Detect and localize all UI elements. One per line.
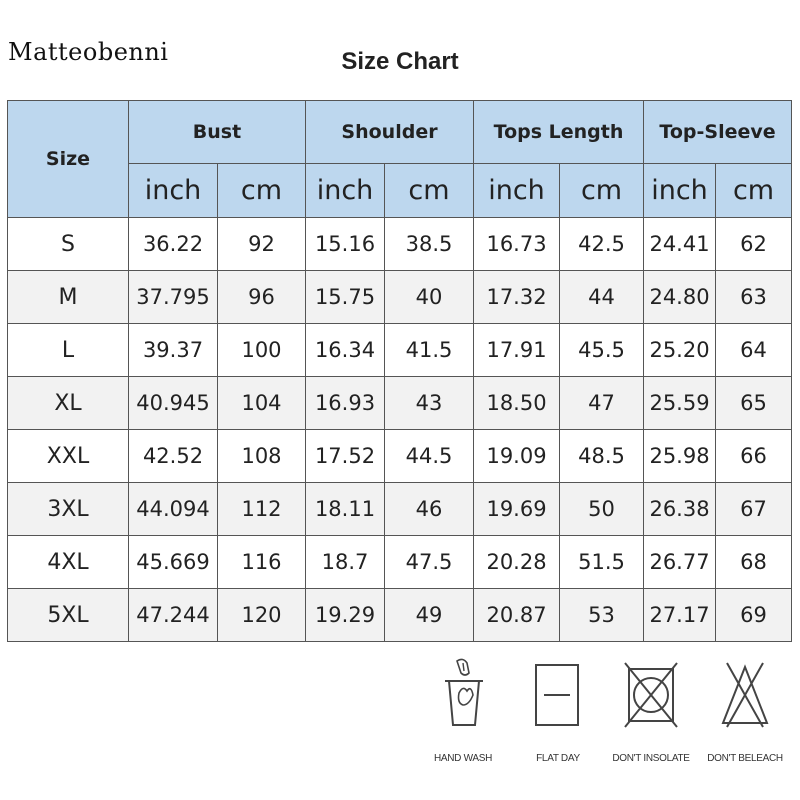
care-item-do-not-tumble-dry (606, 655, 696, 764)
measurement-cell: 67 (716, 483, 792, 536)
group-header-bust: Bust (129, 101, 306, 164)
measurement-cell: 68 (716, 536, 792, 589)
measurement-cell: 20.87 (474, 589, 560, 642)
measurement-cell: 25.98 (644, 430, 716, 483)
measurement-cell: 42.5 (560, 218, 644, 271)
table-row (8, 324, 792, 377)
measurement-cell: 16.73 (474, 218, 560, 271)
measurement-cell: 37.795 (129, 271, 218, 324)
care-label: DON'T INSOLATE (612, 753, 690, 764)
table-row (8, 271, 792, 324)
care-item-do-not-bleach (700, 655, 790, 764)
unit-header: cm (218, 164, 306, 218)
size-column-header: Size (8, 101, 129, 218)
measurement-cell: 63 (716, 271, 792, 324)
measurement-cell: 27.17 (644, 589, 716, 642)
size-label-cell: XL (8, 377, 129, 430)
measurement-cell: 19.69 (474, 483, 560, 536)
unit-header: cm (716, 164, 792, 218)
do-not-tumble-dry-icon (621, 655, 681, 731)
measurement-cell: 47.5 (385, 536, 474, 589)
measurement-cell: 25.20 (644, 324, 716, 377)
unit-header: inch (306, 164, 385, 218)
measurement-cell: 65 (716, 377, 792, 430)
table-row (8, 430, 792, 483)
care-item-hand-wash (418, 655, 508, 764)
care-item-flat-dry (513, 655, 603, 764)
measurement-cell: 19.09 (474, 430, 560, 483)
care-label: DON'T BELEACH (707, 753, 783, 764)
measurement-cell: 47.244 (129, 589, 218, 642)
table-row (8, 483, 792, 536)
size-label-cell: 3XL (8, 483, 129, 536)
table-row (8, 589, 792, 642)
measurement-cell: 44 (560, 271, 644, 324)
size-label-cell: S (8, 218, 129, 271)
table-row (8, 218, 792, 271)
measurement-cell: 18.50 (474, 377, 560, 430)
size-label-cell: XXL (8, 430, 129, 483)
care-label: FLAT DAY (536, 753, 580, 764)
measurement-cell: 120 (218, 589, 306, 642)
size-label-cell: 4XL (8, 536, 129, 589)
size-chart-table (7, 100, 792, 642)
measurement-cell: 18.7 (306, 536, 385, 589)
measurement-cell: 47 (560, 377, 644, 430)
unit-header: inch (129, 164, 218, 218)
measurement-cell: 40.945 (129, 377, 218, 430)
measurement-cell: 62 (716, 218, 792, 271)
measurement-cell: 17.32 (474, 271, 560, 324)
measurement-cell: 45.5 (560, 324, 644, 377)
measurement-cell: 44.5 (385, 430, 474, 483)
measurement-cell: 25.59 (644, 377, 716, 430)
care-label: HAND WASH (433, 753, 493, 764)
measurement-cell: 116 (218, 536, 306, 589)
measurement-cell: 26.77 (644, 536, 716, 589)
group-header-shoulder: Shoulder (306, 101, 474, 164)
measurement-cell: 50 (560, 483, 644, 536)
measurement-cell: 51.5 (560, 536, 644, 589)
measurement-cell: 20.28 (474, 536, 560, 589)
measurement-cell: 44.094 (129, 483, 218, 536)
measurement-cell: 18.11 (306, 483, 385, 536)
group-header-tops-length: Tops Length (474, 101, 644, 164)
measurement-cell: 24.41 (644, 218, 716, 271)
table-row (8, 377, 792, 430)
measurement-cell: 92 (218, 218, 306, 271)
hand-wash-icon (433, 655, 493, 731)
measurement-cell: 17.52 (306, 430, 385, 483)
measurement-cell: 42.52 (129, 430, 218, 483)
unit-header: inch (644, 164, 716, 218)
measurement-cell: 41.5 (385, 324, 474, 377)
measurement-cell: 15.75 (306, 271, 385, 324)
unit-header: inch (474, 164, 560, 218)
page-title: Size Chart (341, 48, 459, 75)
table-row (8, 536, 792, 589)
flat-dry-icon (528, 655, 588, 731)
measurement-cell: 16.34 (306, 324, 385, 377)
measurement-cell: 66 (716, 430, 792, 483)
measurement-cell: 104 (218, 377, 306, 430)
measurement-cell: 96 (218, 271, 306, 324)
measurement-cell: 48.5 (560, 430, 644, 483)
measurement-cell: 43 (385, 377, 474, 430)
measurement-cell: 17.91 (474, 324, 560, 377)
measurement-cell: 16.93 (306, 377, 385, 430)
measurement-cell: 108 (218, 430, 306, 483)
unit-header: cm (385, 164, 474, 218)
measurement-cell: 49 (385, 589, 474, 642)
unit-header: cm (560, 164, 644, 218)
measurement-cell: 53 (560, 589, 644, 642)
measurement-cell: 38.5 (385, 218, 474, 271)
measurement-cell: 19.29 (306, 589, 385, 642)
measurement-cell: 26.38 (644, 483, 716, 536)
measurement-cell: 15.16 (306, 218, 385, 271)
brand-name: Matteobenni (8, 38, 169, 66)
measurement-cell: 36.22 (129, 218, 218, 271)
size-label-cell: L (8, 324, 129, 377)
measurement-cell: 24.80 (644, 271, 716, 324)
size-label-cell: M (8, 271, 129, 324)
do-not-bleach-icon (715, 655, 775, 731)
group-header-top-sleeve: Top-Sleeve (644, 101, 792, 164)
measurement-cell: 112 (218, 483, 306, 536)
measurement-cell: 100 (218, 324, 306, 377)
measurement-cell: 64 (716, 324, 792, 377)
measurement-cell: 40 (385, 271, 474, 324)
measurement-cell: 69 (716, 589, 792, 642)
size-label-cell: 5XL (8, 589, 129, 642)
measurement-cell: 39.37 (129, 324, 218, 377)
measurement-cell: 46 (385, 483, 474, 536)
measurement-cell: 45.669 (129, 536, 218, 589)
size-chart-body (8, 218, 792, 642)
